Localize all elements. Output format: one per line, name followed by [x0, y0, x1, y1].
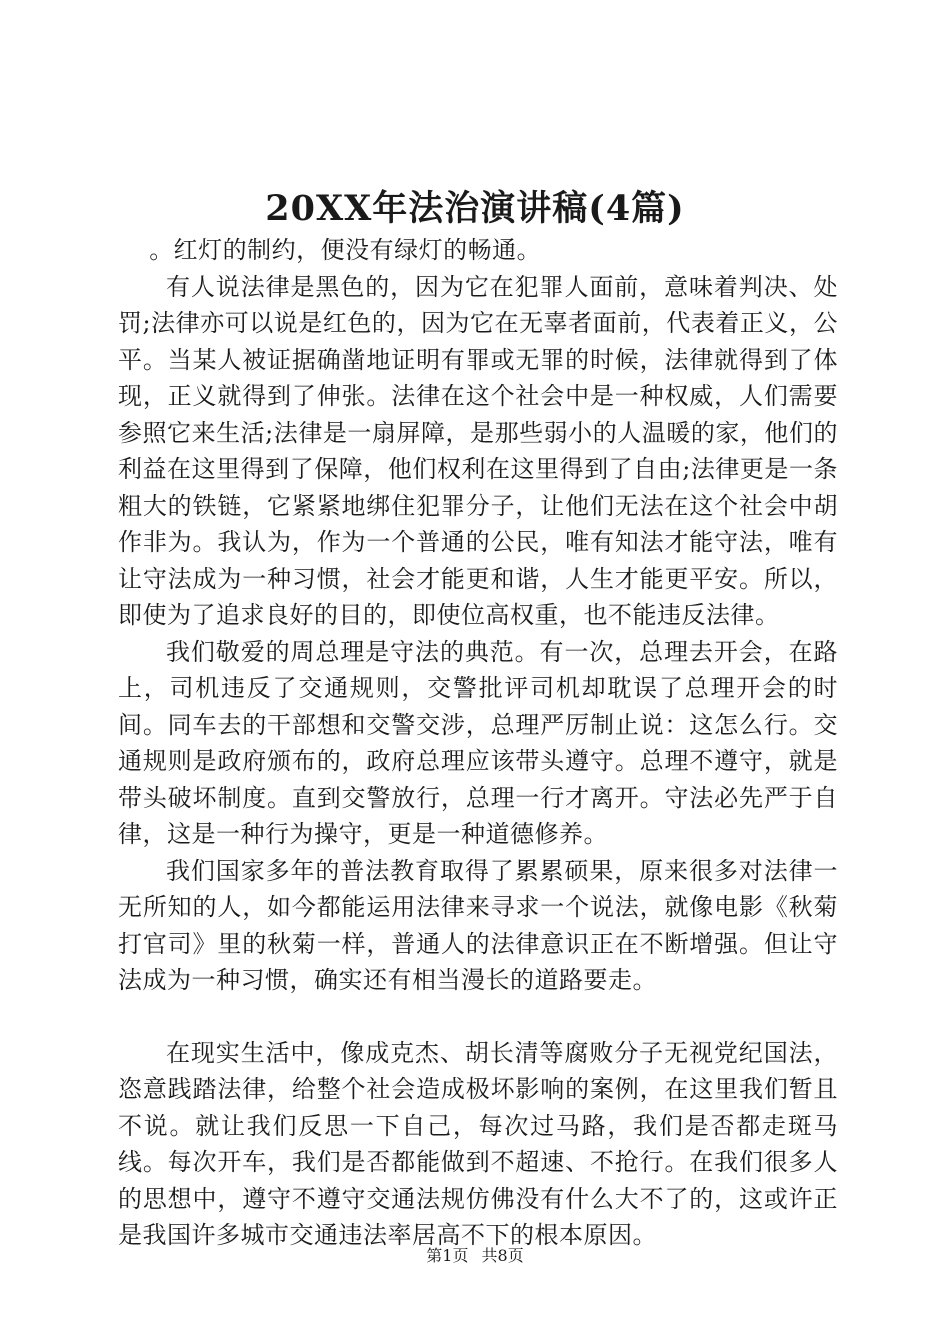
page-total: 共8页 — [481, 1246, 524, 1265]
paragraph-4: 我们国家多年的普法教育取得了累累硕果，原来很多对法律一无所知的人，如今都能运用法律来寻求一个说法，就像电影《秋菊打官司》里的秋菊一样，普通人的法律意识正在不断增强。但让守法成为一种习惯，确实还有相当漫长的道路要走。 — [118, 856, 838, 994]
document-body — [118, 232, 838, 1254]
paragraph-2: 有人说法律是黑色的，因为它在犯罪人面前，意味着判决、处罚;法律亦可以说是红色的，因为它在无辜者面前，代表着正义，公平。当某人被证据确凿地证明有罪或无罪的时候，法律就得到了体现，正义就得到了伸张。法律在这个社会中是一种权威，人们需要参照它来生活;法律是一扇屏障，是那些弱小的人温暖的家，他们的利益在这里得到了保障，他们权利在这里得到了自由;法律更是一条粗大的铁链，它紧紧地绑住犯罪分子，让他们无法在这个社会中胡作非为。我认为，作为一个普通的公民，唯有知法才能守法，唯有让守法成为一种习惯，社会才能更和谐，人生才能更平安。所以，即使为了追求良好的目的，即使位高权重，也不能违反法律。 — [118, 272, 838, 629]
document-title: 20XX年法治演讲稿(4篇) — [265, 188, 685, 229]
paragraph-5: 在现实生活中，像成克杰、胡长清等腐败分子无视党纪国法，恣意践踏法律，给整个社会造成极坏影响的案例，在这里我们暂且不说。就让我们反思一下自己，每次过马路，我们是否都走斑马线。每次开车，我们是否都能做到不超速、不抢行。在我们很多人的思想中，遵守不遵守交通法规仿佛没有什么大不了的，这或许正是我国许多城市交通违法率居高不下的根本原因。 — [118, 1038, 838, 1249]
page-footer — [0, 1244, 950, 1268]
paragraph-3: 我们敬爱的周总理是守法的典范。有一次，总理去开会，在路上，司机违反了交通规则，交警批评司机却耽误了总理开会的时间。同车去的干部想和交警交涉，总理严厉制止说：这怎么行。交通规则是政府颁布的，政府总理应该带头遵守。总理不遵守，就是带头破坏制度。直到交警放行，总理一行才离开。守法必先严于自律，这是一种行为操守，更是一种道德修养。 — [118, 637, 838, 848]
paragraph-1: 。红灯的制约，便没有绿灯的畅通。 — [149, 236, 542, 264]
paragraph-spacer — [118, 999, 838, 1035]
page-number: 第1页 — [426, 1246, 469, 1265]
